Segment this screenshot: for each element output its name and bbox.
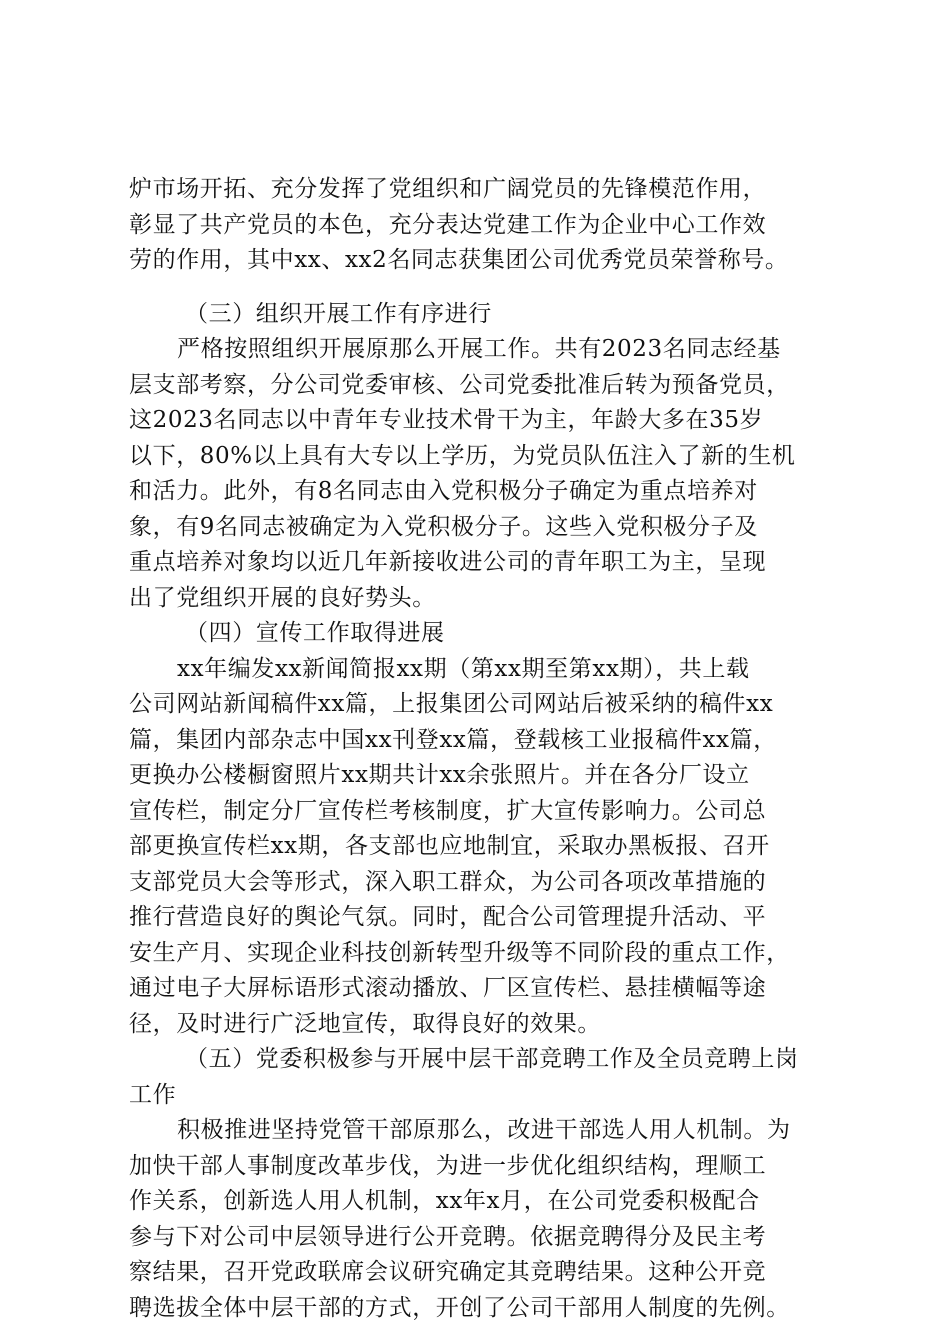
text-line: 层支部考察，分公司党委审核、公司党委批准后转为预备党员， [129, 371, 790, 398]
text-line: 严格按照组织开展原那么开展工作。共有2023名同志经基 [177, 336, 781, 362]
text-line: 支部党员大会等形式，深入职工群众，为公司各项改革措施的 [129, 868, 767, 895]
text-line: 彰显了共产党员的本色，充分表达党建工作为企业中心工作效 [129, 211, 767, 238]
text-line: 推行营造良好的舆论气氛。同时，配合公司管理提升活动、平 [129, 904, 767, 930]
text-line: 聘选拔全体中层干部的方式，开创了公司干部用人制度的先例。 [129, 1294, 790, 1321]
text-line: 察结果，召开党政联席会议研究确定其竞聘结果。这种公开竞 [129, 1259, 767, 1285]
text-line: 径，及时进行广泛地宣传，取得良好的效果。 [129, 1010, 601, 1037]
heading-line: （五）党委积极参与开展中层干部竞聘工作及全员竞聘上岗 [185, 1046, 799, 1072]
heading-line: 工作 [129, 1081, 177, 1108]
text-line: 更换办公楼橱窗照片xx期共计xx余张照片。并在各分厂设立 [129, 762, 750, 788]
paragraph-cadre-selection [129, 1113, 851, 1326]
text-line: 和活力。此外，有8名同志由入党积极分子确定为重点培养对 [129, 478, 758, 504]
paragraph-gap [129, 279, 851, 297]
text-line: 重点培养对象均以近几年新接收进公司的青年职工为主，呈现 [129, 549, 767, 575]
section-heading-4: （四）宣传工作取得进展 [185, 620, 445, 646]
text-line: xx年编发xx新闻简报xx期（第xx期至第xx期），共上载 [177, 655, 750, 682]
text-line: 公司网站新闻稿件xx篇，上报集团公司网站后被采纳的稿件xx [129, 691, 774, 717]
text-line: 通过电子大屏标语形式滚动播放、厂区宣传栏、悬挂横幅等途 [129, 975, 767, 1001]
text-line: 作关系，创新选人用人机制，xx年x月，在公司党委积极配合 [129, 1188, 760, 1214]
text-line: 部更换宣传栏xx期，各支部也应地制宜，采取办黑板报、召开 [129, 833, 770, 859]
text-line: 这2023名同志以中青年专业技术骨干为主，年龄大多在35岁 [129, 407, 764, 433]
paragraph-organization [129, 332, 851, 616]
text-line: 以下，80%以上具有大专以上学历，为党员队伍注入了新的生机 [129, 442, 796, 469]
section-heading-3: （三）组织开展工作有序进行 [185, 300, 492, 327]
text-line: 象，有9名同志被确定为入党积极分子。这些入党积极分子及 [129, 513, 758, 540]
paragraph-publicity [129, 652, 851, 1043]
text-line: 安生产月、实现企业科技创新转型升级等不同阶段的重点工作， [129, 939, 790, 966]
text-line: 宣传栏，制定分厂宣传栏考核制度，扩大宣传影响力。公司总 [129, 797, 767, 824]
text-line: 加快干部人事制度改革步伐，为进一步优化组织结构，理顺工 [129, 1152, 767, 1179]
text-line: 炉市场开拓、充分发挥了党组织和广阔党员的先锋模范作用， [129, 176, 767, 202]
section-heading-5 [129, 1042, 851, 1113]
text-line: 篇，集团内部杂志中国xx刊登xx篇，登载核工业报稿件xx篇， [129, 726, 777, 753]
paragraph-party-role [129, 172, 851, 279]
text-line: 积极推进坚持党管干部原那么，改进干部选人用人机制。为 [177, 1117, 791, 1143]
document-body [129, 172, 851, 1326]
text-line: 出了党组织开展的良好势头。 [129, 584, 436, 611]
text-line: 参与下对公司中层领导进行公开竞聘。依据竞聘得分及民主考 [129, 1223, 767, 1250]
text-line: 劳的作用，其中xx、xx2名同志获集团公司优秀党员荣誉称号。 [129, 247, 789, 273]
